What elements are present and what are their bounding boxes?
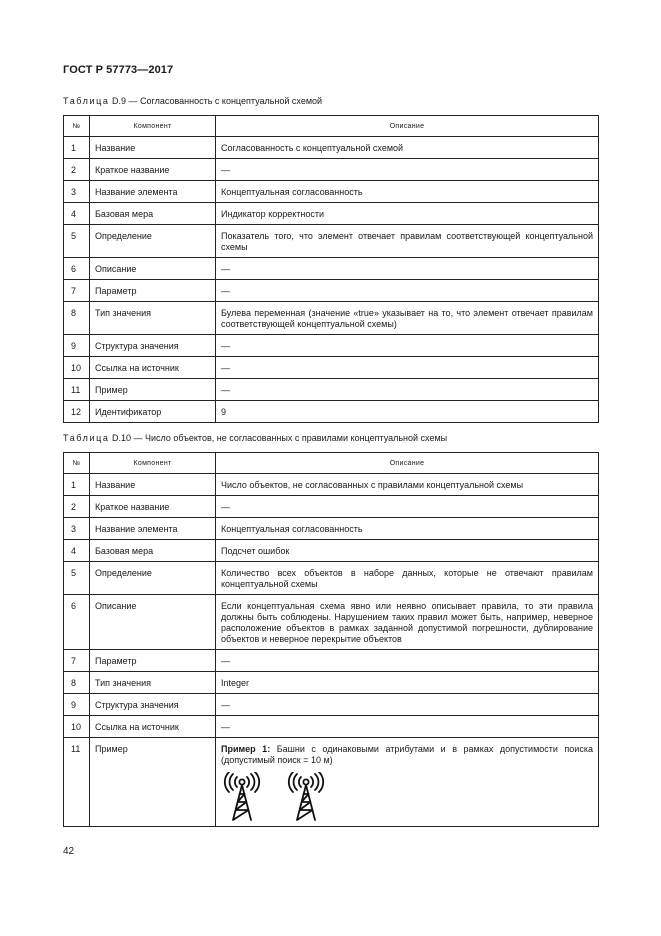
row-description: Подсчет ошибок: [216, 540, 599, 562]
table-row: [64, 159, 599, 181]
table-row: [64, 518, 599, 540]
caption-label: Таблица: [63, 96, 110, 106]
table-header-row: [64, 116, 599, 137]
row-number: 7: [64, 280, 90, 302]
row-component: Название: [90, 137, 216, 159]
towers-illustration: [221, 772, 593, 822]
table-d10-example: [64, 738, 599, 827]
row-description: —: [216, 694, 599, 716]
radio-tower-icon: [287, 772, 325, 822]
row-component: Пример: [90, 738, 216, 827]
row-description: —: [216, 379, 599, 401]
table-row: [64, 562, 599, 595]
row-number: 6: [64, 595, 90, 650]
table2-caption: [63, 433, 447, 443]
table-row: [64, 203, 599, 225]
row-component: Идентификатор: [90, 401, 216, 423]
row-component: Структура значения: [90, 335, 216, 357]
row-description: —: [216, 159, 599, 181]
col-header-component: Компонент: [90, 453, 216, 474]
table-row: [64, 357, 599, 379]
table-row: [64, 474, 599, 496]
row-description: [216, 738, 599, 827]
col-header-description: Описание: [216, 453, 599, 474]
table-row: [64, 540, 599, 562]
row-number: 9: [64, 335, 90, 357]
row-number: 4: [64, 540, 90, 562]
row-description: Индикатор корректности: [216, 203, 599, 225]
caption-title: D.9 — Согласованность с концептуальной схемой: [109, 96, 323, 106]
row-description: Количество всех объектов в наборе данных, которые не отвечают правилам концептуальной схемы: [216, 562, 599, 595]
table-row: [64, 716, 599, 738]
row-number: 5: [64, 562, 90, 595]
row-number: 10: [64, 357, 90, 379]
row-description: Согласованность с концептуальной схемой: [216, 137, 599, 159]
row-description: Integer: [216, 672, 599, 694]
row-number: 2: [64, 159, 90, 181]
row-description: Число объектов, не согласованных с правилами концептуальной схемы: [216, 474, 599, 496]
row-component: Определение: [90, 562, 216, 595]
row-component: Ссылка на источник: [90, 716, 216, 738]
row-description: —: [216, 335, 599, 357]
row-component: Ссылка на источник: [90, 357, 216, 379]
row-number: 5: [64, 225, 90, 258]
row-number: 3: [64, 181, 90, 203]
row-component: Описание: [90, 595, 216, 650]
row-number: 8: [64, 302, 90, 335]
table-row: [64, 738, 599, 827]
row-component: Название элемента: [90, 181, 216, 203]
document-code: ГОСТ Р 57773—2017: [63, 64, 174, 76]
row-component: Базовая мера: [90, 203, 216, 225]
row-number: 10: [64, 716, 90, 738]
row-number: 2: [64, 496, 90, 518]
table-d9-body: [64, 137, 599, 423]
row-description: Показатель того, что элемент отвечает правилам соответствующей концептуальной схемы: [216, 225, 599, 258]
row-number: 12: [64, 401, 90, 423]
row-number: 6: [64, 258, 90, 280]
row-component: Параметр: [90, 280, 216, 302]
table-header-row: [64, 453, 599, 474]
caption-label: Таблица: [63, 433, 110, 443]
row-description: Если концептуальная схема явно или неявно описывает правила, то эти правила должны быть соблюдены. Нарушением таких правил может быть, например, неверное расположение объектов в рамках заданной допустимой погрешности, дублирование объектов и неверное перекрытие объектов: [216, 595, 599, 650]
row-description: Концептуальная согласованность: [216, 518, 599, 540]
row-number: 1: [64, 137, 90, 159]
row-component: Структура значения: [90, 694, 216, 716]
row-number: 1: [64, 474, 90, 496]
row-description: —: [216, 357, 599, 379]
row-number: 3: [64, 518, 90, 540]
col-header-component: Компонент: [90, 116, 216, 137]
row-component: Краткое название: [90, 159, 216, 181]
row-description: Булева переменная (значение «true» указывает на то, что элемент отвечает правилам соответствующей концептуальной схемы): [216, 302, 599, 335]
radio-tower-icon: [223, 772, 261, 822]
row-component: Краткое название: [90, 496, 216, 518]
table-row: [64, 650, 599, 672]
row-description: Концептуальная согласованность: [216, 181, 599, 203]
table-row: [64, 335, 599, 357]
table-d9: [63, 115, 599, 423]
table-row: [64, 280, 599, 302]
row-number: 11: [64, 379, 90, 401]
row-description: —: [216, 650, 599, 672]
table1-caption: [63, 96, 322, 106]
row-component: Тип значения: [90, 672, 216, 694]
row-number: 9: [64, 694, 90, 716]
table-d10: [63, 452, 599, 827]
table-row: [64, 401, 599, 423]
table-row: [64, 302, 599, 335]
table-row: [64, 694, 599, 716]
row-description: —: [216, 280, 599, 302]
row-component: Базовая мера: [90, 540, 216, 562]
table-row: [64, 496, 599, 518]
table-row: [64, 258, 599, 280]
example-label: Пример 1:: [221, 744, 271, 754]
row-component: Пример: [90, 379, 216, 401]
row-description: —: [216, 258, 599, 280]
page-number: 42: [63, 846, 75, 857]
row-component: Описание: [90, 258, 216, 280]
caption-title: D.10 — Число объектов, не согласованных с правилами концептуальной схемы: [109, 433, 448, 443]
col-header-number: №: [64, 453, 90, 474]
row-description: 9: [216, 401, 599, 423]
table-row: [64, 595, 599, 650]
col-header-number: №: [64, 116, 90, 137]
table-row: [64, 225, 599, 258]
row-number: 7: [64, 650, 90, 672]
row-component: Параметр: [90, 650, 216, 672]
table-row: [64, 137, 599, 159]
row-component: Название элемента: [90, 518, 216, 540]
row-number: 4: [64, 203, 90, 225]
table-d10-body: [64, 474, 599, 738]
row-description: —: [216, 496, 599, 518]
row-component: Определение: [90, 225, 216, 258]
table-row: [64, 379, 599, 401]
row-description: —: [216, 716, 599, 738]
row-number: 8: [64, 672, 90, 694]
row-component: Тип значения: [90, 302, 216, 335]
table-row: [64, 181, 599, 203]
row-number: 11: [64, 738, 90, 827]
col-header-description: Описание: [216, 116, 599, 137]
example-text: Башни с одинаковыми атрибутами и в рамках допустимости поиска (допустимый поиск = 10 м): [221, 744, 593, 765]
table-row: [64, 672, 599, 694]
row-component: Название: [90, 474, 216, 496]
